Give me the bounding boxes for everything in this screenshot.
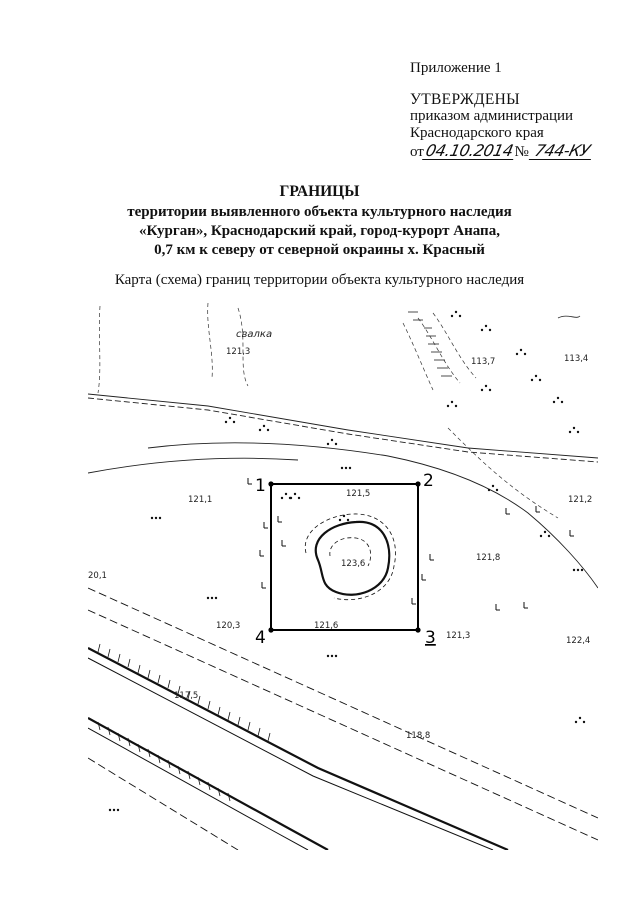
corner-point-3: [415, 627, 420, 632]
corner-label-4: 4: [255, 628, 266, 648]
corner-point-1: [268, 481, 273, 486]
elevation-label: 120,3: [216, 621, 241, 631]
map-contours: [98, 303, 558, 518]
corner-label-2: 2: [423, 471, 434, 491]
handwritten-number: 744-КУ: [529, 142, 596, 160]
title-line-1: территории выявленного объекта культурного наследия: [127, 204, 512, 220]
document-title: [0, 182, 639, 260]
elevation-label: 118,8: [406, 731, 431, 741]
elevation-label: 123,6: [341, 559, 366, 569]
elevation-label: 121,3: [446, 631, 471, 641]
elevation-label: 117,5: [174, 691, 199, 701]
elevation-label: 121,5: [346, 489, 371, 499]
number-prefix: №: [514, 144, 529, 160]
order-line: [410, 142, 630, 161]
approval-block: [410, 60, 630, 161]
map-shrub-symbols: [248, 478, 574, 610]
elevation-label: 121,8: [476, 553, 501, 563]
elevation-label: 121,2: [568, 495, 593, 505]
elevation-label: 122,4: [566, 636, 591, 646]
corner-label-3: 3: [425, 628, 436, 648]
map-highway: [88, 588, 598, 850]
boundary-map: [88, 298, 598, 850]
corner-point-4: [268, 627, 273, 632]
elevation-label: 113,4: [564, 354, 589, 364]
elevation-label: 121,1: [188, 495, 213, 505]
landfill-label: свалка: [236, 329, 273, 340]
handwritten-date: 04.10.2014: [423, 141, 515, 160]
title-main: ГРАНИЦЫ: [279, 183, 360, 200]
title-line-2: «Курган», Краснодарский край, город-курорт Анапа,: [139, 223, 500, 239]
elevation-label: 20,1: [88, 571, 107, 581]
elevation-label: 113,7: [471, 357, 496, 367]
corner-point-2: [415, 481, 420, 486]
approved-heading: УТВЕРЖДЕНЫ: [410, 91, 520, 108]
appendix-label: Приложение 1: [410, 60, 502, 76]
corner-label-1: 1: [255, 476, 266, 496]
map-caption: Карта (схема) границ территории объекта культурного наследия: [114, 272, 525, 288]
elevation-label: 121,3: [226, 347, 251, 357]
kurgan-contours: [305, 514, 395, 600]
elevation-label: 121,6: [314, 621, 339, 631]
title-line-3: 0,7 км к северу от северной окраины х. Красный: [154, 242, 485, 258]
date-prefix: от: [410, 144, 424, 160]
approval-line-1: приказом администрации: [410, 108, 574, 124]
approval-line-2: Краснодарского края: [410, 125, 544, 141]
map-labels: [88, 329, 592, 741]
